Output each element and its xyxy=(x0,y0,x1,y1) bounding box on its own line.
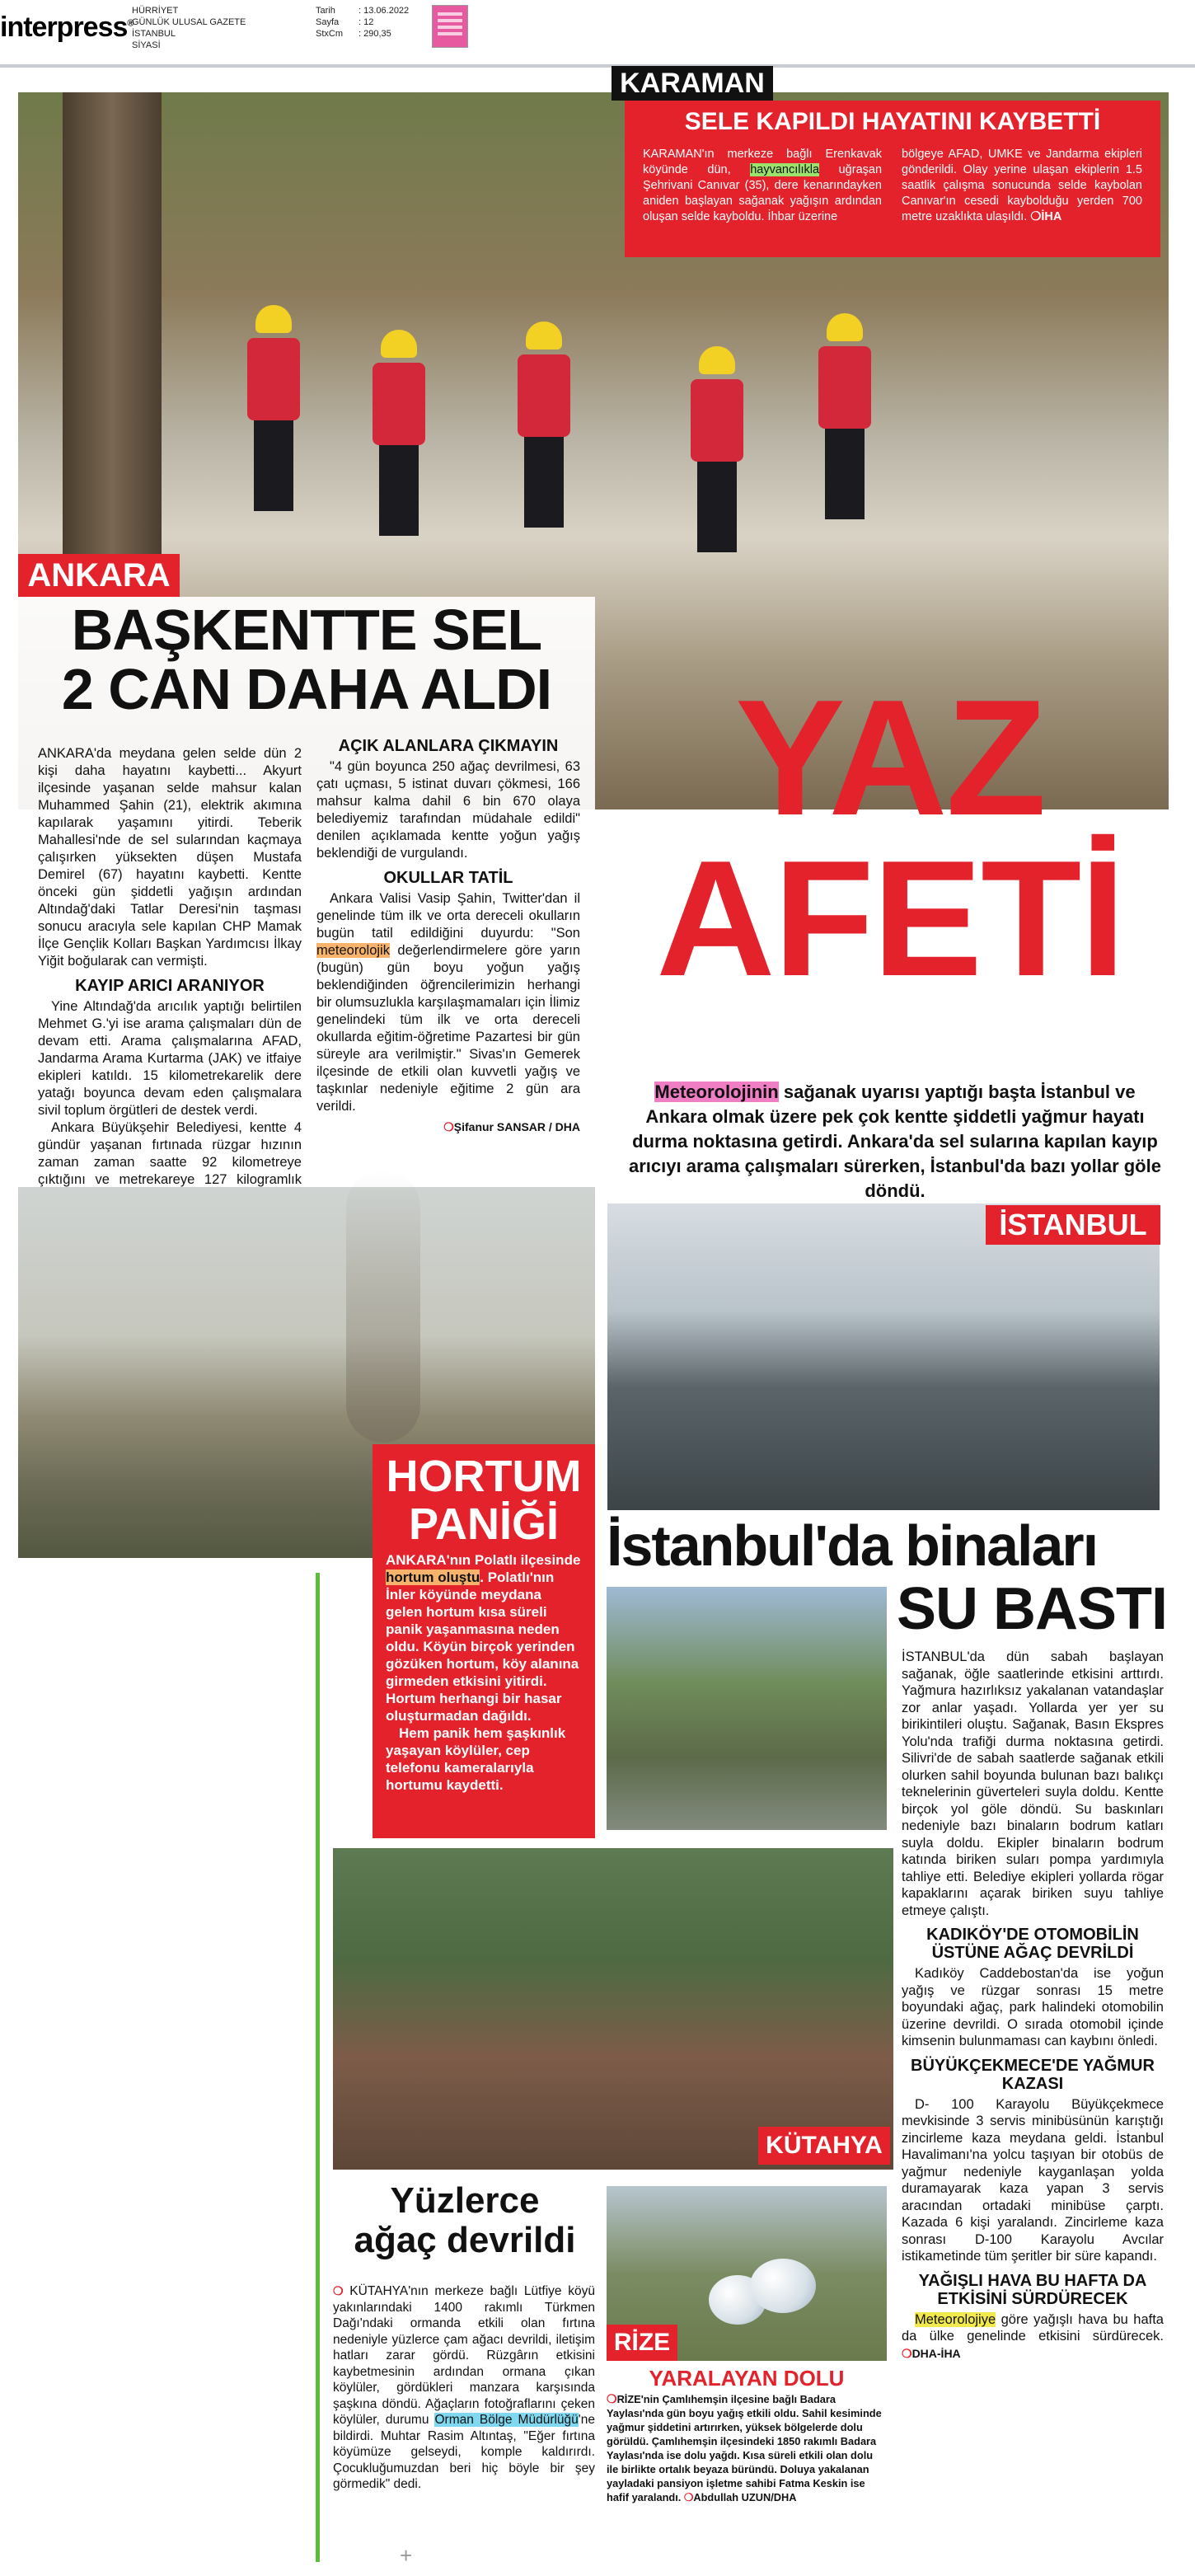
kutahya-text: 'ne bildirdi. Muhtar Rasim Altıntaş, "Eğer fırtına köyümüze gelseydi, komple kaldırırdı. Çocukluğumuzdan beri hiç böyle bir şey görmedik" dedi. xyxy=(333,2413,595,2491)
kutahya-text: KÜTAHYA'nın merkeze bağlı Lütfiye köyü yakınlarındaki 1400 rakımlı Türkmen Dağı'ndaki ormanda etkili olan fırtına nedeniyle yüzlerce çam ağacı devrildi, iletişim hatları zarar gördü. Rüzgârın etkisini kaybetmesinin ardından ormana çıkan köylüler, gördükleri manzara karşısında şaşkına döndü. Ağaçların fotoğraflarını çeken köylüler, durumu xyxy=(333,2284,595,2427)
interpress-logo: interpress® xyxy=(0,12,134,43)
istanbul-text: göre yağışlı hava bu hafta da ülke genelinde etkisini sürdürecek. xyxy=(902,2311,1164,2344)
istanbul-headline-2: SU BASTI xyxy=(896,1576,1167,1642)
rescuer-figure xyxy=(812,313,878,519)
istanbul-body: İSTANBUL'da dün sabah başlayan sağanak, öğle saatlerinde etkisini arttırdı. Yağmura hazırlıksız yakalanan vatandaşlar zor anlar yaşadı. Yollarda yer yer su birikintileri oluştu. Sağanak, Basın Ekspres Yolu'nda trafiği durma noktasına getirdi. Silivri'de de sabah saatlerde sağanak etkili olurken sahil boyunda bulunan bazı balıkçı teknelerinin güverteleri suyla doldu. Kentte birçok yol göle döndü. Su baskınları nedeniyle bazı binaların bodrum katları suyla doldu. Ekipler binaların bodrum katında biriken suları pompa yardımıyla tahliye etti. Belediye ekipleri yollarda rögar kapaklarını açarak biriken suyu tahliye etmeye çalıştı. KADIKÖY'DE OTOMOBİLİN ÜSTÜNE AĞAÇ DEVRİLDİ Kadıköy Caddebostan'da ise yoğun yağış ve rüzgar sonrası 15 metre boyundaki ağaç, park halindeki otomobilin üzerine devrildi. O sırada otomobil içinde kimsenin bulunmaması can kaybını önledi. BÜYÜKÇEKMECE'DE YAĞMUR KAZASI D- 100 Karayolu Büyükçekmece mevkisinde 3 servis minibüsünün karıştığı zincirleme kaza meydana geldi. İstanbul Havalimanı'na yolcu taşıyan bir otobüs de yağmur nedeniyle kayganlaşan yolda duramayarak kaza yapan 3 servis aracından ortadaki minibüse çarptı. Kazada 6 kişi yaralandı. Zincirleme kaza sonrası D-100 Karayolu Avcılar istikametinde tüm şeritler bir süre kapandı. YAĞIŞLI HAVA BU HAFTA DA ETKİSİNİ SÜRDÜRECEK Meteorolojiye göre yağışlı hava bu hafta da ülke genelinde etkisini sürdürecek. ❍DHA-İHA xyxy=(902,1649,1164,2360)
ankara-paragraph: Yine Altındağ'da arıcılık yaptığı belirtilen Mehmet G.'yi ise arama çalışmaları dün de devam etti. Arama çalışmalarına AFAD, Jandarma Arama Kurtarma (JAK) ve itfaiye ekipleri katıldı. 15 kilometrekarelik dere yatağı boyunca devam eden çalışmalara sivil toplum örgütleri de destek verdi. xyxy=(38,999,302,1118)
highlight-term: Meteorolojinin xyxy=(654,1082,779,1102)
ankara-col2: AÇIK ALANLARA ÇIKMAYIN "4 gün boyunca 250 ağaç devrilmesi, 63 çatı uçması, 5 istinat duvarı çökmesi, 166 mahsur kalma dahil 6 bin 670 olaya belediyemiz tarafından müdahale edildi" denilen açıklamada kentte yoğun yağış beklendiği de vurgulandı. OKULLAR TATİL Ankara Valisi Vasip Şahin, Twitter'dan il genelinde tüm ilk ve orta dereceli okulların bugün tatil edildiğini duyurdu: "Son meteorolojik değerlendirmelere göre yarın (bugün) gün boyu yoğun yağış beklendiğinden öğrencilerimizin herhangi bir olumsuzlukla karşılaşmamaları için İlimiz genelindeki tüm ilk ve orta dereceli okullarda eğitim-öğretime Pazartesi bir gün süreyle ara verilmiştir." Sivas'ın Gemerek ilçesinde de etkili olan kuvvetli yağış ve taşkınlar nedeniyle eğitime 2 gün ara verildi. ❍Şifanur SANSAR / DHA xyxy=(316,737,580,1133)
column-rule xyxy=(316,1573,320,2562)
rize-text: RİZE'nin Çamlıhemşin ilçesine bağlı Badara Yaylası'nda gün boyu yağış etkili oldu. Sahil kesiminde yağmur şiddetini artırırken, yüksek bölgelerde dolu görüldü. Çamlıhemşin ilçesindeki 1850 rakımlı Badara Yaylası'nda ise dolu yağdı. Kısa süreli etkili olan dolu ile birlikte ortalık beyaza büründü. Doluya yakalanan yayladaki pansiyon işletme sahibi Fatma Keskin ise hafif yaralandı. xyxy=(607,2393,882,2503)
pub-line: HÜRRİYET xyxy=(132,6,179,16)
ankara-subhead: OKULLAR TATİL xyxy=(383,869,513,887)
page-thumbnail[interactable] xyxy=(432,5,468,48)
rize-tag: RİZE xyxy=(607,2325,677,2361)
hortum-text: . Polatlı'nın İnler köyünde meydana gelen hortum kısa süreli panik yaşanmasına neden oldu. Köyün birçok yerinden gözüken hortum, köy alanına girmeden etkisini yitirdi. Hortum herhangi bir hasar oluşturmadan dağıldı. xyxy=(386,1570,579,1724)
istanbul-credit: DHA-İHA xyxy=(911,2346,961,2360)
highlight-term: hayvancılıkla xyxy=(750,163,820,176)
fallen-tree-photo xyxy=(607,1587,887,1830)
ankara-tag: ANKARA xyxy=(18,554,180,597)
istanbul-paragraph: D- 100 Karayolu Büyükçekmece mevkisinde 3 servis minibüsünün karıştığı zincirleme kaza meydana geldi. İstanbul Havalimanı'na yolcu taşıyan bir otobüs de yağmur nedeniyle kayganlaşan yolda duramayarak kaza yapan 3 servis aracından ortadaki minibüse çarptı. Kazada 6 kişi yaralandı. Zincirleme kaza sonrası D-100 Karayolu Avcılar istikametinde tüm şeritler bir süre kapandı. xyxy=(902,2096,1164,2264)
ankara-paragraph: Ankara Büyükşehir Belediyesi, kentte 4 gündür yaşanan fırtınada rüzgar hızının zaman zaman saatte 92 kilometreye çıktığını ve metrekareye 127 kilogramlık xyxy=(38,1120,302,1187)
clip-meta xyxy=(316,5,409,40)
rescuer-figure xyxy=(684,346,750,552)
highlight-term: meteorolojik xyxy=(316,943,390,958)
main-lead xyxy=(623,1080,1167,1201)
highlight-term: Orman Bölge Müdürlüğü xyxy=(434,2413,579,2427)
karaman-box xyxy=(625,101,1160,257)
main-headline-2: AFETİ xyxy=(656,827,1124,1011)
registration-mark: + xyxy=(400,2543,413,2568)
meta-label: Tarih xyxy=(316,6,335,16)
ankara-text: Ankara Valisi Vasip Şahin, Twitter'dan il genelinde tüm ilk ve orta dereceli okulların bugün tatil edildiğini duyurdu: "Son xyxy=(316,891,580,941)
pub-line: GÜNLÜK ULUSAL GAZETE xyxy=(132,17,246,27)
ankara-headline-2: 2 CAN DAHA ALDI xyxy=(61,657,552,721)
meta-label: Sayfa xyxy=(316,17,340,27)
hortum-title-2: PANİĞİ xyxy=(408,1499,559,1549)
istanbul-paragraph: İSTANBUL'da dün sabah başlayan sağanak, öğle saatlerinde etkisini arttırdı. Yağmura hazırlıksız yakalanan vatandaşlar zor anlar yaşadı. Yollarda yer yer su birikintileri oluştu. Sağanak, Basın Ekspres Yolu'nda trafiği durma noktasına getirdi. Silivri'de de sabah saatlerde sağanak etkili olurken sahil boyunda bulunan bazı balıkçı teknelerinin güverteleri suyla doldu. Kentte birçok yol göle döndü. Su baskınları nedeniyle bazı binaların bodrum katları suyla doldu. Ekipler binaların bodrum katında biriken suları pompa yardımıyla tahliye etti. Belediye ekipleri yollarda rögar kapaklarını açarak biriken suyu tahliye etmeye çalıştı. xyxy=(902,1649,1164,1918)
kutahya-headline-2: ağaç devrildi xyxy=(354,2220,576,2260)
main-headline-1: YAZ xyxy=(735,666,1045,850)
hortum-title-1: HORTUM xyxy=(386,1452,582,1501)
meta-value: : 13.06.2022 xyxy=(358,6,410,16)
page-header xyxy=(0,0,1195,68)
kutahya-tag: KÜTAHYA xyxy=(758,2127,890,2165)
kutahya-headline-1: Yüzlerce xyxy=(390,2180,540,2221)
ankara-subhead: KAYIP ARICI ARANIYOR xyxy=(75,977,265,995)
hortum-text: ANKARA'nın Polatlı ilçesinde xyxy=(386,1552,581,1568)
karaman-title: SELE KAPILDI HAYATINI KAYBETTİ xyxy=(684,108,1101,135)
meta-value: : 12 xyxy=(358,17,374,27)
hortum-body xyxy=(373,1548,595,1794)
meta-value: : 290,35 xyxy=(358,29,391,39)
ankara-paragraph: ANKARA'da meydana gelen selde dün 2 kişi daha hayatını kaybetti... Akyurt ilçesinde yaşanan selde mahsur kalan Muhammed Şahin (21), elektrik akımına kapılarak yaşamını yitirdi. Teberik Mahallesi'nde de sel sularından kaçmaya çalışırken yüksekten düşen Mustafa Demirel (67) hayatını kaybetti. Kentte önceki gün şiddetli yağışın ardından Altındağ'daki Tatlar Deresi'nin taşması sonucu aracıyla sele kapılan CHP Mamak İlçe Gençlik Kolları Başkan Yardımcısı İlkay Yiğit boğularak can vermişti. xyxy=(38,746,302,969)
rescuer-figure xyxy=(241,305,307,511)
ankara-headline-1: BAŞKENTTE SEL xyxy=(71,598,542,662)
karaman-text: KARAMAN'ın merkeze bağlı Erenkavak köyünde dün, xyxy=(643,148,882,176)
hail-stones xyxy=(750,2259,816,2313)
istanbul-headline-1: İstanbul'da binaları xyxy=(607,1513,1098,1578)
rize-title: YARALAYAN DOLU xyxy=(649,2366,845,2391)
karaman-col2: bölgeye AFAD, UMKE ve Jandarma ekipleri gönderildi. Olay yerine ulaşan ekiplerin 1.5 saatlik çalışma sonucunda selde kaybolan Canıvar'ın cesedi kaybolduğu yerden 700 metre uzaklıkta ulaşıldı. ❍İHA xyxy=(902,148,1142,223)
karaman-tag: KARAMAN xyxy=(612,66,773,101)
kutahya-body: ❍ KÜTAHYA'nın merkeze bağlı Lütfiye köyü yakınlarındaki 1400 rakımlı Türkmen Dağı'ndaki ormanda etkili olan fırtına nedeniyle yüzlerce çam ağacı devrildi, iletişim hatları zarar gördü. Rüzgârın etkisini kaybetmesinin ardından ormana çıkan köylüler, gördükleri manzara karşısında şaşkına döndü. Ağaçların fotoğraflarını çeken köylüler, durumu Orman Bölge Müdürlüğü'ne bildirdi. Muhtar Rasim Altıntaş, "Eğer fırtına köyümüze gelseydi, komple kaldırırdı. Çocukluğumuzdan beri hiç böyle bir şey görmedik" dedi. xyxy=(333,2284,595,2491)
tree-trunk xyxy=(63,92,162,595)
karaman-col1 xyxy=(643,147,882,225)
istanbul-subhead: KADIKÖY'DE OTOMOBİLİN ÜSTÜNE AĞAÇ DEVRİLDİ xyxy=(926,1926,1139,1962)
ankara-text: değerlendirmelere göre yarın (bugün) gün boyu yoğun yağış beklendiğinden öğrencilerimizin herhangi bir olumsuzlukla karşılaşmamaları için İlimiz genelindeki tüm ilk ve orta dereceli okullarda eğitim-öğretime Pazartesi bir gün süreyle ara verilmiştir." Sivas'ın Gemerek ilçesinde de etkili olan kuvvetli yağış ve taşkınlar nedeniyle eğitime 2 gün ara verildi. xyxy=(316,943,580,1114)
tornado-plume xyxy=(346,1171,420,1443)
ankara-col1 xyxy=(38,745,302,1206)
istanbul-paragraph: Kadıköy Caddebostan'da ise yoğun yağış ve rüzgar sonrası 15 metre boyundaki ağaç, park halindeki otomobilin üzerine devrildi. O sırada otomobil içinde kimsenin bulunmaması can kaybını önledi. xyxy=(902,1966,1164,2048)
ankara-subhead: AÇIK ALANLARA ÇIKMAYIN xyxy=(338,737,559,755)
karaman-text: bölgeye AFAD, UMKE ve Jandarma ekipleri gönderildi. Olay yerine ulaşan ekiplerin 1.5 saatlik çalışma sonucunda selde kaybolan Canıvar'ın cesedi kaybolduğu yerden 700 metre uzaklıkta ulaşıldı. xyxy=(902,148,1142,223)
rescuer-figure xyxy=(511,321,577,528)
meta-label: StxCm xyxy=(316,29,343,39)
ankara-credit: Şifanur SANSAR / DHA xyxy=(453,1120,580,1133)
istanbul-subhead: BÜYÜKÇEKMECE'DE YAĞMUR KAZASI xyxy=(911,2056,1155,2093)
highlight-term: Meteorolojiye xyxy=(915,2311,996,2327)
istanbul-tag: İSTANBUL xyxy=(986,1205,1160,1245)
ankara-paragraph: "4 gün boyunca 250 ağaç devrilmesi, 63 çatı uçması, 5 istinat duvarı çökmesi, 166 mahsur kalma dahil 6 bin 670 olaya belediyemiz tarafından müdahale edildi" denilen açıklamada kentte yoğun yağış beklendiği de vurgulandı. xyxy=(316,759,580,861)
rescuer-figure xyxy=(366,330,432,536)
main-lead-text: sağanak uyarısı yaptığı başta İstanbul ve Ankara olmak üzere pek çok kentte şiddetli yağmur hayatı durma noktasına getirdi. Ankara'da sel sularına kapılan kayıp arıcıyı arama çalışmaları sürerken, İstanbul'da bazı yollar göle döndü. xyxy=(629,1082,1161,1201)
hortum-text: Hem panik hem şaşkınlık yaşayan köylüler, cep telefonu kameralarıyla hortumu kaydetti. xyxy=(386,1725,566,1793)
publication-info xyxy=(132,5,246,51)
istanbul-subhead: YAĞIŞLI HAVA BU HAFTA DA ETKİSİNİ SÜRDÜRECEK xyxy=(918,2271,1147,2308)
istanbul-road-photo xyxy=(607,1204,1160,1510)
highlight-term: hortum oluştu xyxy=(386,1570,480,1585)
karaman-text: uğraşan Şehrivani Canıvar (35), dere kenarındayken aniden başlayan sağanak yağışın ardından oluşan selde kayboldu. İhbar üzerine xyxy=(643,163,883,223)
kutahya-forest-photo xyxy=(333,1848,893,2170)
karaman-credit: İHA xyxy=(1041,210,1062,223)
rize-credit: Abdullah UZUN/DHA xyxy=(693,2491,797,2503)
ankara-story xyxy=(18,597,595,1187)
pub-line: SİYASİ xyxy=(132,40,161,50)
hortum-box xyxy=(373,1444,595,1838)
rize-body: ❍RİZE'nin Çamlıhemşin ilçesine bağlı Badara Yaylası'nda gün boyu yağış etkili oldu. Sahil kesiminde yağmur şiddetini artırırken, yüksek bölgelerde dolu görüldü. Çamlıhemşin ilçesindeki 1850 rakımlı Badara Yaylası'nda ise dolu yağdı. Kısa süreli etkili olan dolu ile birlikte ortalık beyaza büründü. Doluya yakalanan yayladaki pansiyon işletme sahibi Fatma Keskin ise hafif yaralandı. ❍Abdullah UZUN/DHA xyxy=(607,2392,882,2503)
pub-line: İSTANBUL xyxy=(132,29,176,39)
